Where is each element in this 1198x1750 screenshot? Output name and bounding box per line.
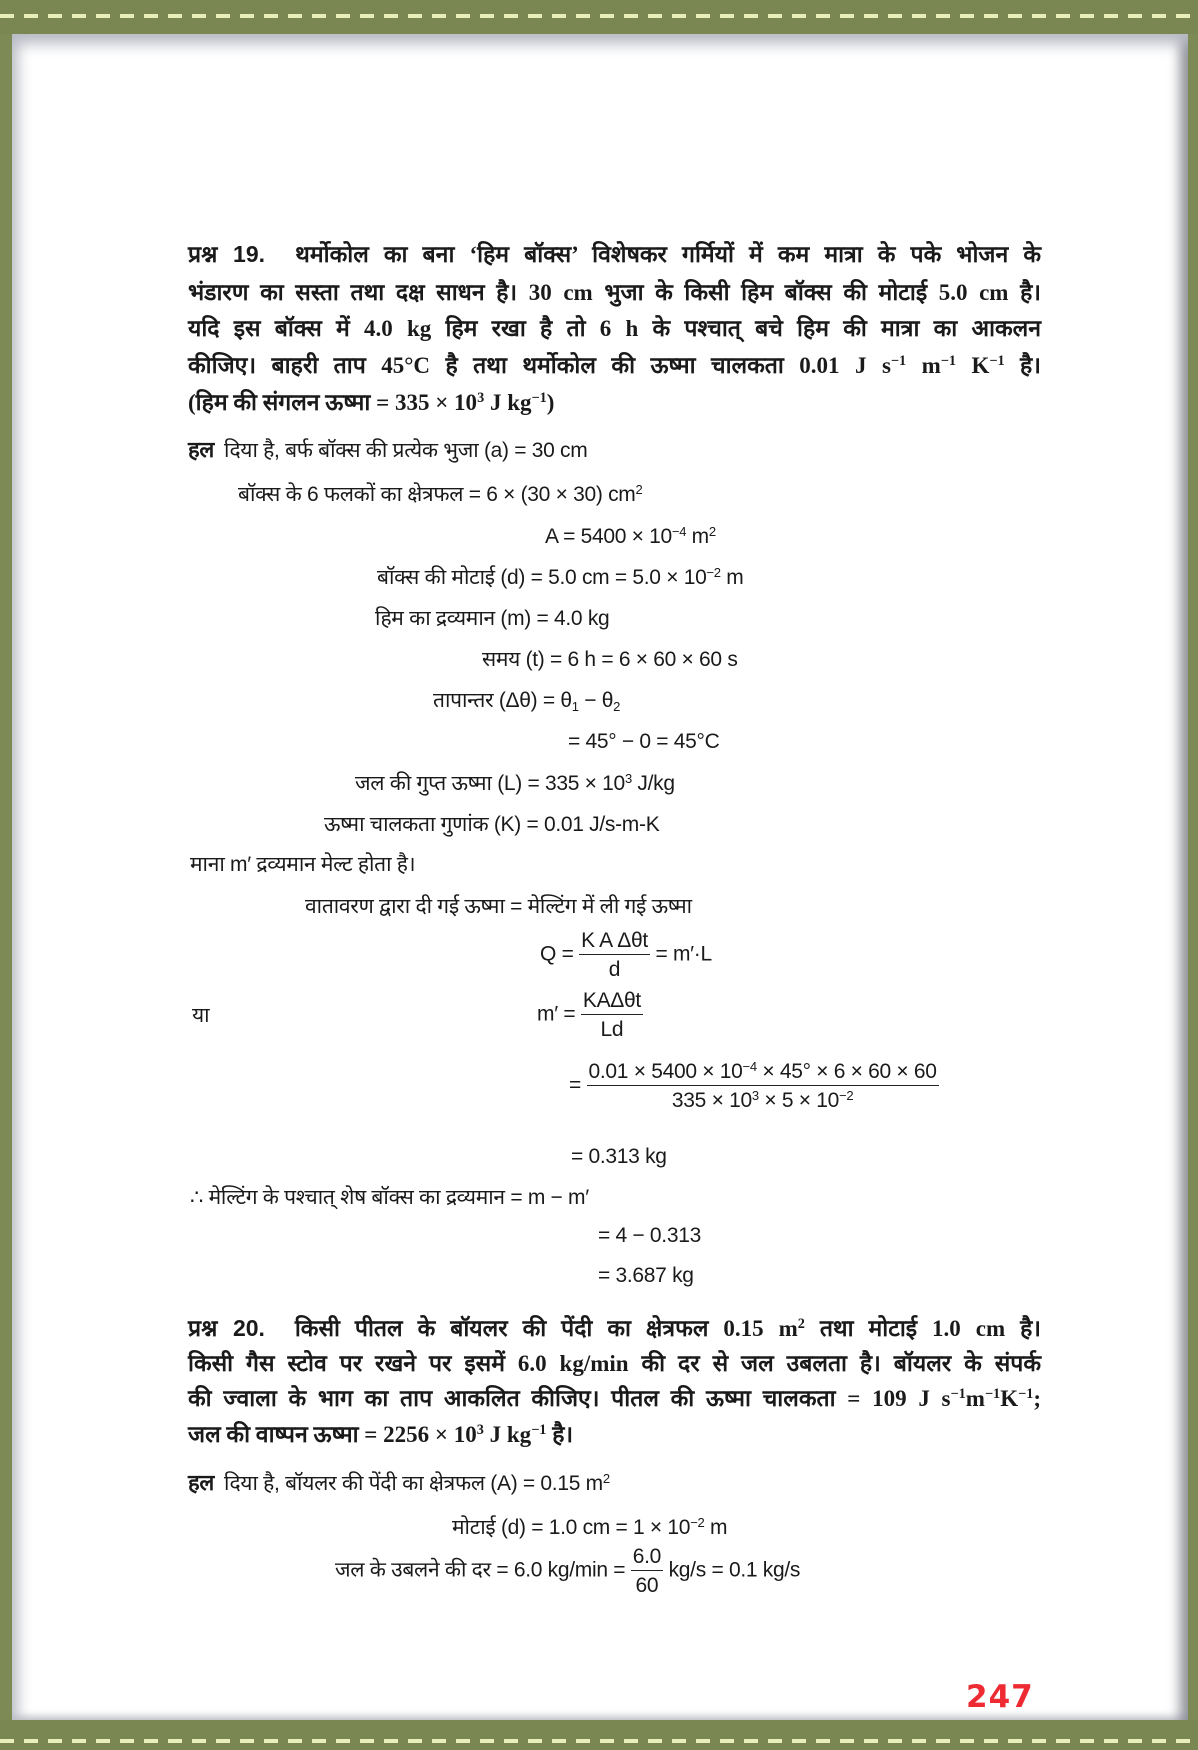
sol19-q-equation: [540, 930, 712, 980]
sup: −1: [531, 1422, 547, 1439]
sol20-thickness: मोटाई (d) = 1.0 cm = 1 × 10: [452, 1516, 691, 1539]
sol20-given-line: [188, 1472, 610, 1494]
page-number: 247: [966, 1679, 1034, 1715]
sol19-or: [192, 1005, 209, 1026]
sol19-latent-line: [355, 770, 675, 795]
rate-numerator: 6.0: [631, 1546, 663, 1571]
sol19-result: = 0.313 kg: [571, 1145, 667, 1168]
q20-text-4-end: है।: [546, 1422, 574, 1447]
sup: −2: [706, 564, 721, 580]
sup: 2: [635, 481, 643, 497]
sol19-area: A = 5400 × 10: [545, 525, 672, 548]
sup: 3: [476, 1422, 484, 1439]
sol20-rate-line: [335, 1546, 800, 1596]
sol19-tempdiff2-line: [568, 731, 720, 752]
sol19-calc-equation: [569, 1058, 939, 1112]
sub: 1: [571, 698, 579, 714]
q20-line-4: [188, 1423, 1041, 1446]
unit: J/kg: [631, 772, 675, 795]
sol19-assume: माना m′ द्रव्यमान मेल्ट होता है।: [190, 853, 416, 876]
solution-label: हल: [188, 1470, 214, 1495]
sol19-latent: जल की गुप्त ऊष्मा (L) = 335 × 10: [355, 772, 625, 795]
sol19-remaining2-line: [598, 1225, 701, 1246]
sol19-heat-balance: वातावरण द्वारा दी गई ऊष्मा = मेल्टिंग में ली गई ऊष्मा: [305, 895, 692, 918]
q19-line-3: [188, 317, 1041, 340]
sup: −1: [950, 1386, 966, 1403]
calc-num-a: 0.01 × 5400 × 10: [588, 1060, 743, 1083]
rate-fraction: [631, 1546, 663, 1596]
sup: 3: [751, 1087, 759, 1103]
q20-text-1-end: तथा मोटाई 1.0 cm है।: [804, 1316, 1041, 1341]
sol19-tempdiff-line: [433, 689, 621, 714]
sol19-final-answer: = 3.687 kg: [598, 1264, 694, 1287]
sup: 3: [624, 770, 632, 786]
sup: 2: [797, 1316, 805, 1333]
calc-den-b: × 5 × 10: [758, 1089, 840, 1112]
q19-text-2: भंडारण का सस्ता तथा दक्ष साधन है। 30 cm भुजा के किसी हिम बॉक्स की मोटाई 5.0 cm है।: [188, 280, 1041, 305]
sol19-mass-line: [375, 608, 609, 629]
sol19-conductivity: ऊष्मा चालकता गुणांक (K) = 0.01 J/s-m-K: [324, 813, 660, 836]
sup: −1: [531, 390, 547, 407]
sol19-heat-balance-line: [305, 896, 692, 917]
sol19-remaining3-line: [598, 1265, 694, 1286]
unit: J kg: [483, 1422, 532, 1447]
solution-label: हल: [188, 437, 214, 462]
q19-text-5: (हिम की संगलन ऊष्मा = 335 × 10: [188, 390, 478, 415]
sol19-remaining-line: [190, 1187, 589, 1208]
top-border: [0, 0, 1198, 34]
sup: −1: [940, 353, 957, 370]
q20-line-2: [188, 1352, 1041, 1375]
q19-line-5: [188, 391, 1041, 414]
sup: −4: [671, 523, 687, 539]
top-dashed-stitch: [0, 14, 1198, 18]
m-fraction: [581, 990, 643, 1040]
sol20-thickness-line: [452, 1514, 728, 1539]
sol19-thickness: बॉक्स की मोटाई (d) = 5.0 cm = 5.0 × 10: [377, 566, 707, 589]
m-denominator: Ld: [600, 1018, 624, 1041]
sol19-tempdiff2: = 45° − 0 = 45°C: [568, 730, 720, 753]
q19-line4-end: है।: [1004, 353, 1041, 378]
q19-text-4: कीजिए। बाहरी ताप 45°C है तथा थर्मोकोल की ऊष्मा चालकता 0.01 J s: [188, 353, 891, 378]
q19-text-1: थर्मोकोल का बना ‘हिम बॉक्स’ विशेषकर गर्मियों में कम मात्रा के पके भोजन के: [295, 242, 1041, 267]
unit-k: K: [1000, 1386, 1019, 1411]
unit: m: [704, 1516, 728, 1539]
sol19-time: समय (t) = 6 h = 6 × 60 × 60 s: [482, 648, 738, 671]
calc-fraction: [587, 1058, 939, 1112]
q-rhs: = m′·L: [655, 942, 712, 966]
sol19-remaining2: = 4 − 0.313: [598, 1224, 701, 1247]
q19-line-4: [188, 354, 1041, 377]
q19-label: प्रश्न 19.: [188, 241, 266, 267]
sol19-thickness-line: [377, 564, 744, 589]
sol19-m-equation: [537, 990, 643, 1040]
sol19-given: दिया है, बर्फ बॉक्स की प्रत्येक भुजा (a) = 30 cm: [224, 439, 588, 462]
unit: J kg: [484, 390, 532, 415]
or-label: या: [192, 1004, 210, 1027]
sup: −1: [989, 353, 1005, 370]
m-lhs: m′ =: [537, 1002, 576, 1026]
sol19-area-line: [545, 523, 716, 548]
sol19-conductivity-line: [324, 814, 659, 835]
sol19-faces: बॉक्स के 6 फलकों का क्षेत्रफल = 6 × (30 × 30) cm: [238, 483, 636, 506]
semicolon: ;: [1033, 1386, 1041, 1411]
q19-text-3: यदि इस बॉक्स में 4.0 kg हिम रखा है तो 6 h के पश्चात् बचे हिम की मात्रा का आकलन: [188, 316, 1041, 341]
paren-close: ): [546, 390, 555, 415]
m-numerator: KAΔθt: [581, 990, 643, 1015]
sol19-tempdiff: तापान्तर (Δθ) = θ: [433, 689, 572, 712]
calc-equals: =: [569, 1073, 581, 1097]
q-lhs: Q =: [540, 942, 574, 966]
sol20-rate-end: kg/s = 0.1 kg/s: [668, 1558, 801, 1582]
unit-k: K: [956, 353, 990, 378]
calc-num-b: × 45° × 6 × 60 × 60: [756, 1060, 937, 1083]
sol20-given: दिया है, बॉयलर की पेंदी का क्षेत्रफल (A) = 0.15 m: [224, 1472, 603, 1495]
sol19-result-line: [571, 1146, 667, 1167]
sol19-time-line: [482, 649, 738, 670]
q20-text-2: किसी गैस स्टोव पर रखने पर इसमें 6.0 kg/min की दर से जल उबलता है। बॉयलर के संपर्क: [188, 1351, 1041, 1376]
sup: −1: [984, 1386, 1001, 1403]
sup: −2: [839, 1087, 854, 1103]
q20-text-1: किसी पीतल के बॉयलर की पेंदी का क्षेत्रफल 0.15 m: [294, 1316, 798, 1341]
q20-line-1: [188, 1317, 1041, 1340]
sol19-assume-line: [190, 854, 415, 875]
sup: 3: [477, 390, 485, 407]
calc-den-a: 335 × 10: [671, 1089, 752, 1112]
sol19-remaining: ∴ मेल्टिंग के पश्चात् शेष बॉक्स का द्रव्यमान = m − m′: [190, 1186, 589, 1209]
unit-m: m: [965, 1386, 985, 1411]
sol19-given-line: [188, 439, 587, 461]
q19-line-2: [188, 281, 1041, 304]
sup: −4: [742, 1058, 757, 1074]
q20-label: प्रश्न 20.: [188, 1315, 265, 1341]
sup: −1: [890, 353, 907, 370]
q-numerator: K A Δθt: [579, 930, 650, 955]
minus-theta: − θ: [578, 689, 614, 712]
sup: 2: [708, 523, 716, 539]
calc-numerator: [587, 1058, 939, 1086]
sub: 2: [613, 698, 621, 714]
q-denominator: d: [608, 958, 621, 981]
q20-text-3: की ज्वाला के भाग का ताप आकलित कीजिए। पीतल की ऊष्मा चालकता = 109 J s: [188, 1386, 951, 1411]
q-fraction: [579, 930, 650, 980]
q20-line-3: [188, 1387, 1041, 1410]
sol20-rate: जल के उबलने की दर = 6.0 kg/min =: [335, 1558, 626, 1582]
unit-m: m: [906, 353, 941, 378]
q19-line-1: [188, 243, 1041, 266]
rate-denominator: 60: [635, 1574, 659, 1597]
calc-denominator: [587, 1086, 939, 1111]
bottom-dashed-stitch: [0, 1739, 1198, 1743]
unit: m: [686, 525, 709, 548]
sup: 2: [602, 1470, 610, 1486]
sup: −2: [690, 1514, 705, 1530]
sup: −1: [1018, 1386, 1034, 1403]
bottom-border: [0, 1720, 1198, 1750]
q20-text-4: जल की वाष्पन ऊष्मा = 2256 × 10: [188, 1422, 477, 1447]
sol19-faces-line: [238, 481, 643, 506]
sol19-mass: हिम का द्रव्यमान (m) = 4.0 kg: [375, 607, 610, 630]
unit: m: [720, 566, 744, 589]
